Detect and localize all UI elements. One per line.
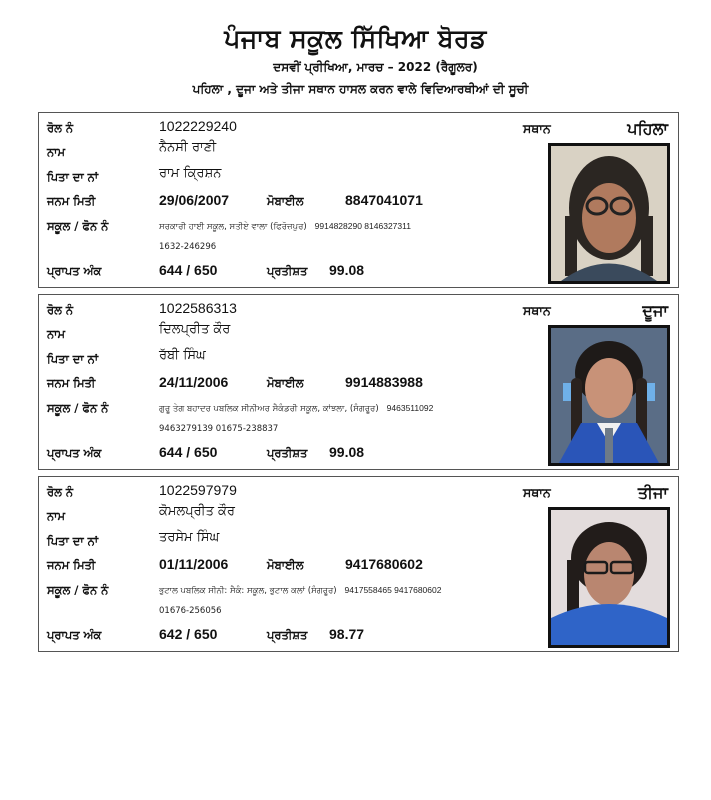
student-photo [548,143,670,284]
dob-label: ਜਨਮ ਮਿਤੀ [47,376,96,390]
exam-subtitle: ਦਸਵੀਂ ਪ੍ਰੀਖਿਆ, ਮਾਰਚ – 2022 (ਰੈਗੂਲਰ) [273,60,478,74]
school-name: ਗੁਰੂ ਤੇਗ ਬਹਾਦਰ ਪਬਲਿਕ ਸੀਨੀਅਰ ਸੈਕੰਡਰੀ ਸਕੂਲ, ਕਾਂਝਲਾ, (ਸੰਗਰੂਰ) [159,404,379,414]
father-name-label: ਪਿਤਾ ਦਾ ਨਾਂ [47,352,99,366]
school-line [159,221,411,232]
position-label: ਸਥਾਨ [523,485,551,500]
school-phone-line2: 1632-246296 [159,242,217,252]
roll-no-label: ਰੋਲ ਨੰ [47,121,74,135]
school-phones: 9463511092 [386,403,434,413]
father-name-value: ਤਰਸੇਮ ਸਿੰਘ [159,530,220,545]
father-name-value: ਰੱਬੀ ਸਿੰਘ [159,348,206,363]
page-title: ਪੰਜਾਬ ਸਕੂਲ ਸਿੱਖਿਆ ਬੋਰਡ [224,24,487,53]
name-value: ਦਿਲਪ੍ਰੀਤ ਕੌਰ [159,322,231,337]
school-name: ਭੁਟਾਲ ਪਬਲਿਕ ਸੀਨੀ: ਸੈਕੰ: ਸਕੂਲ, ਭੁਟਾਲ ਕਲਾਂ (ਸੰਗਰੂਰ) [159,586,337,596]
father-name-label: ਪਿਤਾ ਦਾ ਨਾਂ [47,170,99,184]
marks-value: 644 / 650 [159,262,218,278]
rank-value: ਪਹਿਲਾ [627,119,668,138]
mobile-label: ਮੋਬਾਈਲ [267,558,304,572]
student-card-third [38,476,679,652]
portrait-icon [551,510,667,645]
name-label: ਨਾਮ [47,145,66,159]
percentage-value: 99.08 [329,262,365,278]
mobile-label: ਮੋਬਾਈਲ [267,194,304,208]
marks-label: ਪ੍ਰਾਪਤ ਅੰਕ [47,446,102,460]
marks-label: ਪ੍ਰਾਪਤ ਅੰਕ [47,628,102,642]
dob-value: 24/11/2006 [159,374,229,390]
school-phone-line2: 9463279139 01675-238837 [159,424,279,434]
mobile-label: ਮੋਬਾਈਲ [267,376,304,390]
dob-value: 01/11/2006 [159,556,229,572]
name-value: ਨੈਨਸੀ ਰਾਣੀ [159,140,217,155]
roll-no-label: ਰੋਲ ਨੰ [47,485,74,499]
percentage-label: ਪ੍ਰਤੀਸ਼ਤ [267,264,308,278]
student-photo [548,507,670,648]
percentage-value: 99.08 [329,444,365,460]
rank-value: ਦੂਜਾ [642,301,668,320]
school-phone-label: ਸਕੂਲ / ਫੋਨ ਨੰ [47,583,109,597]
name-label: ਨਾਮ [47,327,66,341]
percentage-value: 98.77 [329,626,365,642]
father-name-value: ਰਾਮ ਕ੍ਰਿਸ਼ਨ [159,166,222,181]
marks-label: ਪ੍ਰਾਪਤ ਅੰਕ [47,264,102,278]
school-phone-label: ਸਕੂਲ / ਫੋਨ ਨੰ [47,401,109,415]
roll-no-value: 1022586313 [159,300,237,316]
school-line [159,585,441,596]
school-phone-line2: 01676-256056 [159,606,222,616]
dob-label: ਜਨਮ ਮਿਤੀ [47,558,96,572]
name-value: ਕੋਮਲਪ੍ਰੀਤ ਕੌਰ [159,504,235,519]
marks-value: 644 / 650 [159,444,218,460]
position-label: ਸਥਾਨ [523,303,551,318]
portrait-icon [551,146,667,281]
roll-no-value: 1022597979 [159,482,237,498]
school-line [159,403,433,414]
student-photo [548,325,670,466]
roll-no-label: ਰੋਲ ਨੰ [47,303,74,317]
marks-value: 642 / 650 [159,626,218,642]
percentage-label: ਪ੍ਰਤੀਸ਼ਤ [267,628,308,642]
school-phones: 9417558465 9417680602 [344,585,442,595]
student-card-second [38,294,679,470]
mobile-value: 9417680602 [345,556,423,572]
rank-value: ਤੀਜਾ [637,483,668,502]
roll-no-value: 1022229240 [159,118,237,134]
school-phones: 9914828290 8146327311 [314,221,411,231]
dob-label: ਜਨਮ ਮਿਤੀ [47,194,96,208]
school-phone-label: ਸਕੂਲ / ਫੋਨ ਨੰ [47,219,109,233]
father-name-label: ਪਿਤਾ ਦਾ ਨਾਂ [47,534,99,548]
student-card-first [38,112,679,288]
percentage-label: ਪ੍ਰਤੀਸ਼ਤ [267,446,308,460]
name-label: ਨਾਮ [47,509,66,523]
school-name: ਸਰਕਾਰੀ ਹਾਈ ਸਕੂਲ, ਸਤੀਏ ਵਾਲਾ (ਫਿਰੋਜ਼ਪੁਰ) [159,222,307,232]
dob-value: 29/06/2007 [159,192,230,208]
list-heading: ਪਹਿਲਾ , ਦੂਜਾ ਅਤੇ ਤੀਜਾ ਸਥਾਨ ਹਾਸਲ ਕਰਨ ਵਾਲੇ ਵਿਦਿਆਰਥੀਆਂ ਦੀ ਸੂਚੀ [192,82,529,96]
position-label: ਸਥਾਨ [523,121,551,136]
mobile-value: 8847041071 [345,192,423,208]
portrait-icon [551,328,667,463]
mobile-value: 9914883988 [345,374,423,390]
